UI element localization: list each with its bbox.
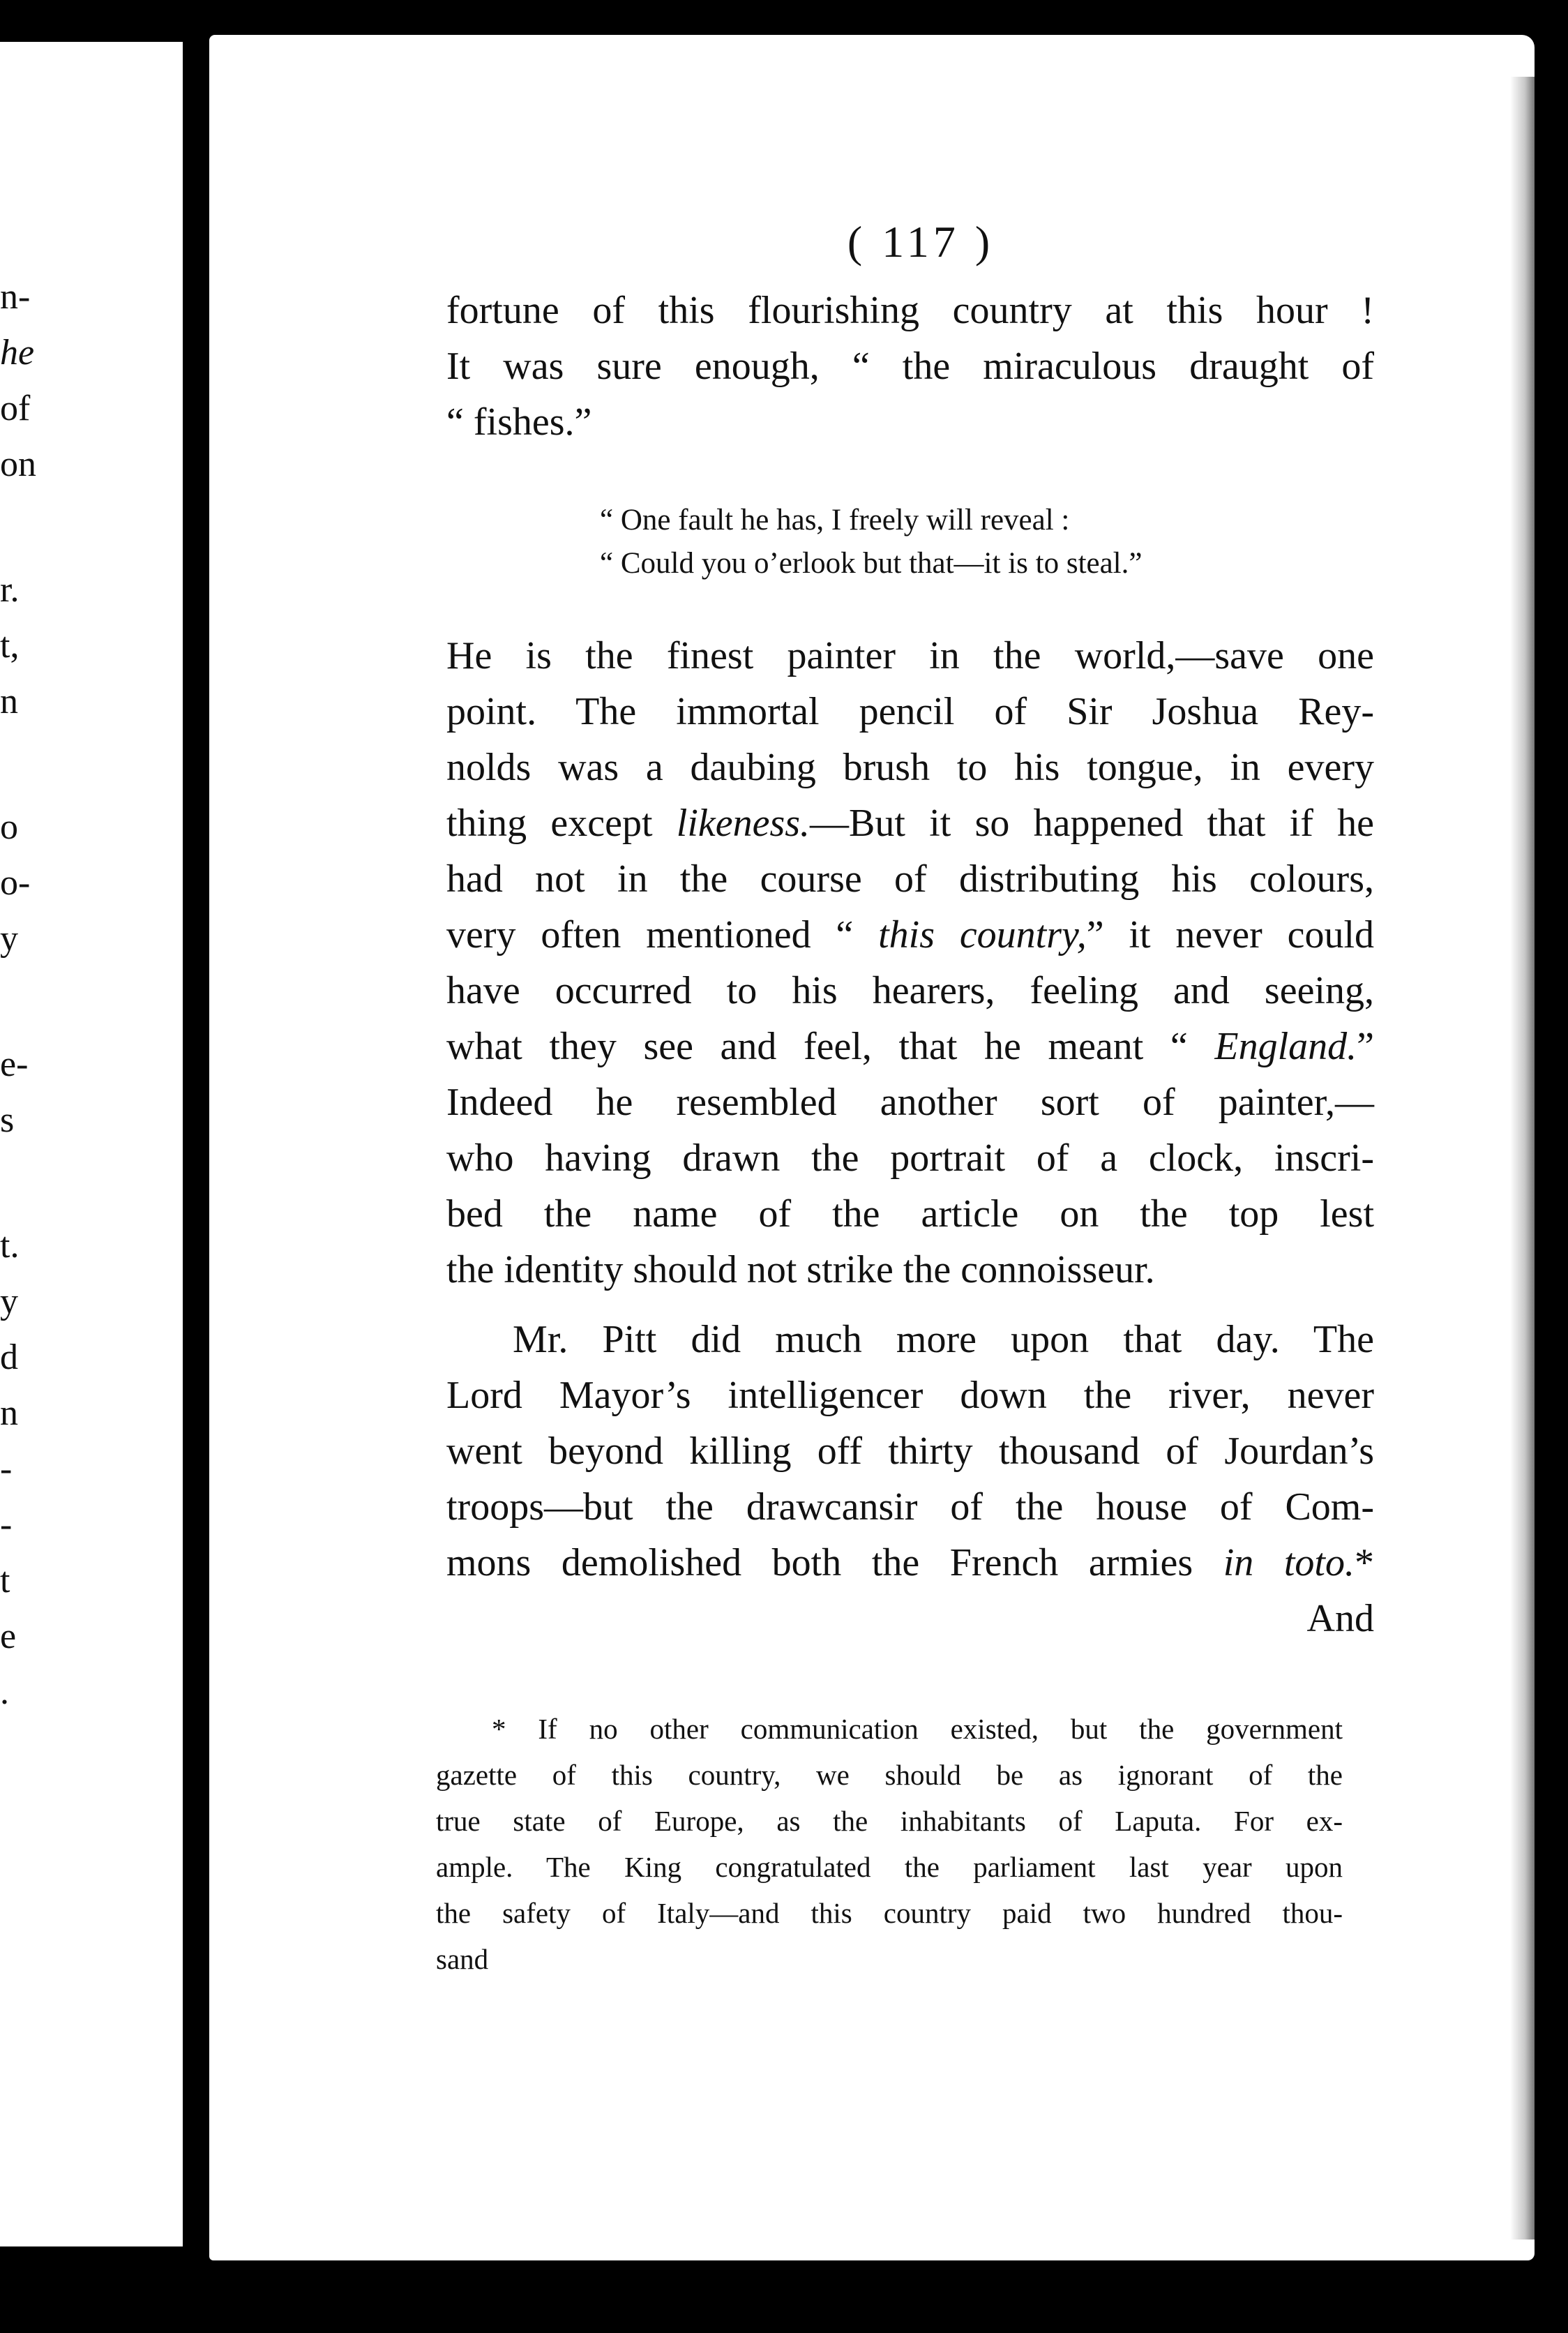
italic-word: likeness.	[676, 802, 811, 845]
italic-word: this country,	[878, 913, 1087, 957]
margin-fragment: n-	[0, 277, 31, 317]
margin-fragment: on	[0, 444, 36, 484]
margin-fragment: e	[0, 1616, 17, 1656]
verse-line: “ Could you o’erlook but that—it is to steal.”	[600, 547, 1143, 580]
italic-word: in toto.	[1223, 1541, 1355, 1584]
footnote-line: * If no other communication existed, but the government	[492, 1713, 1343, 1745]
text-line: “ fishes.”	[446, 400, 592, 444]
paragraph-1	[446, 283, 1374, 450]
footnote-line: the safety of Italy—and this country paid two hundred thou-	[436, 1897, 1343, 1929]
footnote-catchword: sand	[436, 1943, 489, 1975]
margin-fragment: y	[0, 1282, 18, 1321]
paragraph-3	[446, 1312, 1374, 1646]
verse-line: “ One fault he has, I freely will reveal :	[600, 504, 1070, 537]
margin-fragment: o-	[0, 863, 31, 903]
footnote	[436, 1706, 1343, 1982]
text-line: had not in the course of distributing his colours,	[446, 857, 1374, 901]
margin-fragment: he	[0, 333, 35, 373]
text-line: fortune of this flourishing country at this hour !	[446, 289, 1374, 332]
text-line: Indeed he resembled another sort of painter,—	[446, 1081, 1374, 1124]
text-line: troops—but the drawcansir of the house of Com-	[446, 1485, 1374, 1529]
text-line: very often mentioned “ this country,” it never could	[446, 913, 1374, 957]
text-line: went beyond killing off thirty thousand of Jourdan’s	[446, 1430, 1374, 1473]
page-edge-shadow	[1510, 77, 1535, 2240]
text-line: the identity should not strike the connoisseur.	[446, 1248, 1155, 1291]
footnote-line: true state of Europe, as the inhabitants of Laputa. For ex-	[436, 1805, 1343, 1837]
text-line: what they see and feel, that he meant “ England.”	[446, 1025, 1374, 1068]
italic-word: England.	[1214, 1025, 1357, 1068]
facing-page-strip	[0, 42, 183, 2246]
margin-fragment: o	[0, 807, 18, 847]
text-line: bed the name of the article on the top lest	[446, 1192, 1374, 1236]
text-line: Mr. Pitt did much more upon that day. The	[513, 1318, 1374, 1361]
margin-fragment: t,	[0, 626, 20, 666]
margin-fragment: .	[0, 1672, 9, 1712]
margin-fragment: t	[0, 1561, 10, 1600]
margin-fragment: n	[0, 1393, 18, 1433]
text-line: mons demolished both the French armies in toto.*	[446, 1541, 1374, 1584]
margin-fragment: d	[0, 1337, 18, 1377]
text-line: Lord Mayor’s intelligencer down the river, never	[446, 1374, 1374, 1417]
text-line: have occurred to his hearers, feeling and seeing,	[446, 969, 1374, 1012]
footnote-line: ample. The King congratulated the parliament last year upon	[436, 1851, 1343, 1883]
text-line: nolds was a daubing brush to his tongue, in every	[446, 746, 1374, 789]
margin-fragment: r.	[0, 570, 20, 610]
footnote-line: gazette of this country, we should be as ignorant of the	[436, 1759, 1343, 1791]
page-number: ( 117 )	[847, 217, 995, 267]
text-line: It was sure enough, “ the miraculous draught of	[446, 345, 1374, 388]
margin-fragment: n	[0, 682, 18, 721]
text-line: thing except likeness.—But it so happened that if he	[446, 802, 1375, 845]
margin-fragment: t.	[0, 1226, 20, 1266]
paragraph-2	[446, 628, 1374, 1298]
margin-fragment: -	[0, 1449, 13, 1489]
margin-fragment: e-	[0, 1044, 29, 1084]
text-line: He is the finest painter in the world,—save one	[446, 634, 1374, 677]
margin-fragment: s	[0, 1100, 15, 1140]
text-line: who having drawn the portrait of a clock, inscri-	[446, 1137, 1374, 1180]
verse-quotation	[600, 499, 1297, 585]
text-line: point. The immortal pencil of Sir Joshua Rey-	[446, 690, 1374, 733]
margin-fragment: of	[0, 389, 31, 428]
catchword: And	[1306, 1597, 1374, 1640]
margin-fragment: y	[0, 919, 18, 959]
margin-fragment: -	[0, 1505, 13, 1545]
